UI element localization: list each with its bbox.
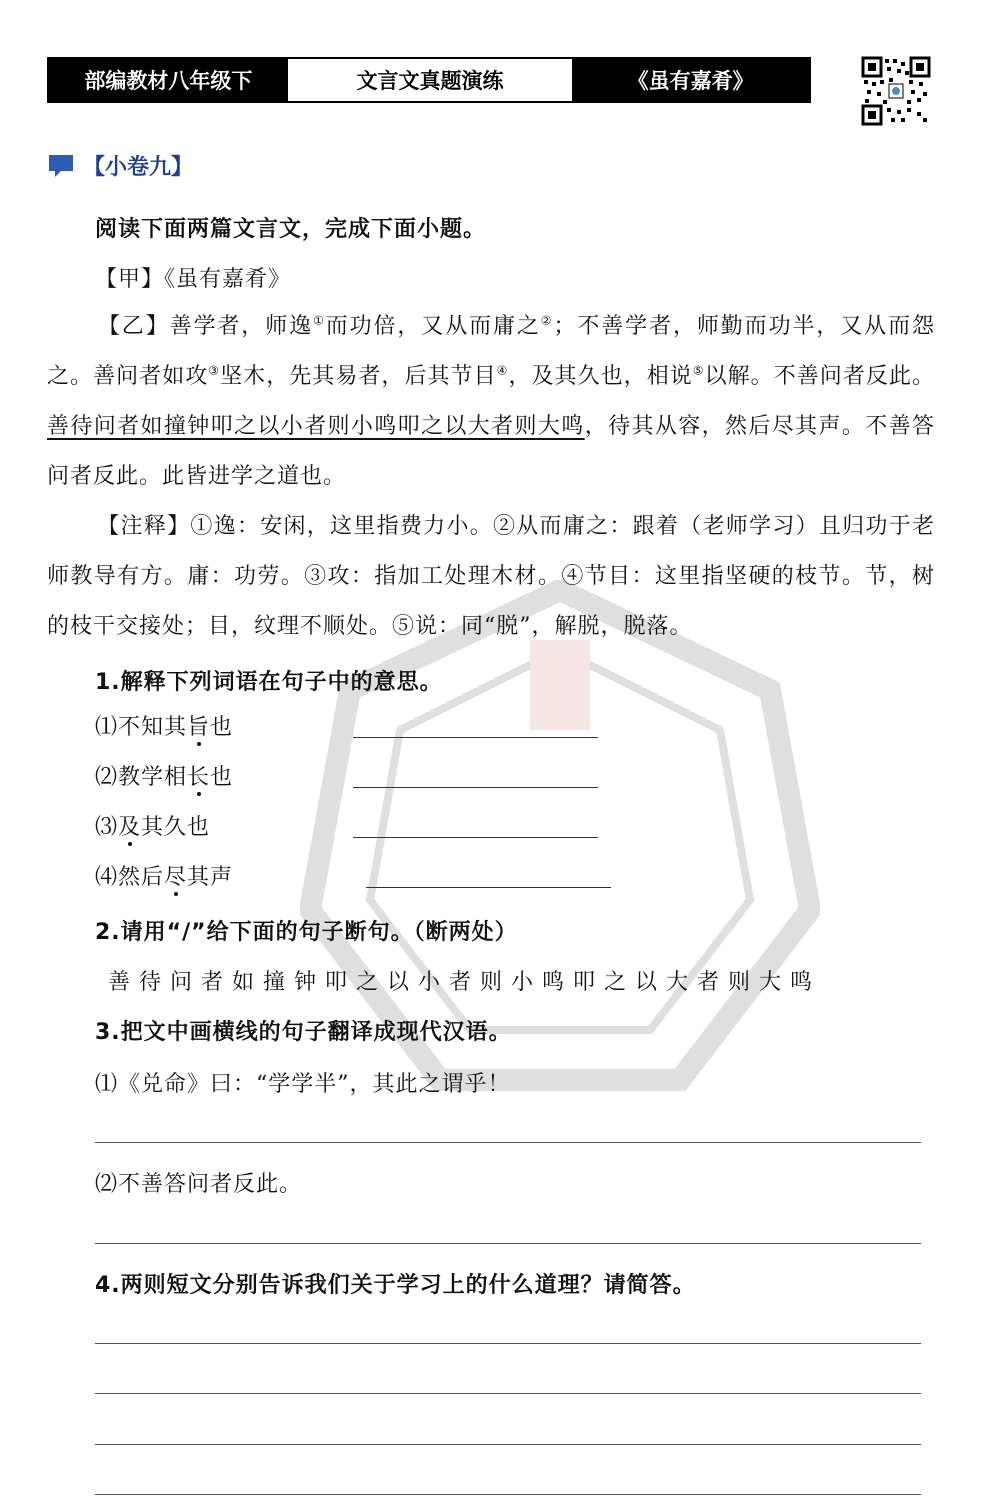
item-number: ⑶ bbox=[95, 815, 119, 840]
key-word: 及 bbox=[118, 815, 142, 840]
answer-blank-1[interactable] bbox=[353, 737, 598, 738]
key-word: 长 bbox=[187, 765, 211, 790]
header-title: 《虽有嘉肴》 bbox=[572, 59, 809, 101]
underlined-sentence: 善待问者如撞钟叩之以小者则小鸣叩之以大者则大鸣 bbox=[47, 414, 585, 439]
bookmark-flag-icon bbox=[47, 153, 77, 179]
passage-b-text: ，待其从容，然后尽其声。不善答问者反此。此皆进学之道也。 bbox=[47, 414, 935, 489]
answer-blank-4[interactable] bbox=[366, 887, 611, 888]
qr-code-icon bbox=[861, 56, 931, 126]
question-3-title: 3.把文中画横线的句子翻译成现代汉语。 bbox=[95, 1020, 512, 1045]
passage-b-text: 而功倍，又从而庸之 bbox=[325, 314, 541, 339]
answer-line[interactable] bbox=[95, 1494, 921, 1495]
q2-sentence[interactable]: 善待问者如撞钟叩之以小者则小鸣叩之以大者则大鸣 bbox=[108, 970, 822, 995]
footnote-ref: ③ bbox=[208, 363, 221, 378]
answer-line[interactable] bbox=[95, 1444, 921, 1445]
question-1-title: 1.解释下列词语在句子中的意思。 bbox=[95, 670, 443, 695]
answer-line[interactable] bbox=[95, 1393, 921, 1394]
q1-item-1 bbox=[95, 710, 233, 741]
header-topic: 文言文真题演练 bbox=[288, 59, 573, 101]
footnote-ref: ⑤ bbox=[692, 363, 705, 378]
passage-b-text: ；不善学者，师勤而功半，又从而怨之。善问者如攻 bbox=[47, 314, 935, 389]
answer-blank-3[interactable] bbox=[353, 837, 598, 838]
q3-item-1: ⑴《兑命》曰：“学学半”，其此之谓乎！ bbox=[95, 1072, 511, 1097]
section-title: 【小卷九】 bbox=[83, 155, 194, 180]
item-number: ⑵ bbox=[95, 765, 119, 790]
item-text: 然后 bbox=[118, 865, 165, 890]
key-word: 尽 bbox=[164, 865, 188, 890]
passage-b bbox=[47, 302, 935, 502]
item-text: 不知其 bbox=[118, 715, 188, 740]
answer-line[interactable] bbox=[95, 1142, 921, 1143]
passage-b-text: 坚木，先其易者，后其节目 bbox=[220, 364, 497, 389]
passage-b-text: ，及其久也，相说 bbox=[508, 364, 693, 389]
answer-line[interactable] bbox=[95, 1243, 921, 1244]
item-number: ⑷ bbox=[95, 865, 119, 890]
header-bar bbox=[47, 57, 811, 103]
item-text: 其声 bbox=[187, 865, 234, 890]
answer-line[interactable] bbox=[95, 1343, 921, 1344]
section-label bbox=[47, 150, 193, 181]
instruction-text: 阅读下面两篇文言文，完成下面小题。 bbox=[95, 217, 487, 242]
header-grade: 部编教材八年级下 bbox=[49, 59, 288, 101]
footnote-ref: ④ bbox=[496, 363, 509, 378]
q3-item-2: ⑵不善答问者反此。 bbox=[95, 1172, 303, 1197]
passage-b-text: 以解。不善问者反此。 bbox=[704, 364, 935, 389]
question-4-title: 4.两则短文分别告诉我们关于学习上的什么道理？请简答。 bbox=[95, 1273, 696, 1298]
notes-text: 【注释】①逸：安闲，这里指费力小。②从而庸之：跟着（老师学习）且归功于老师教导有方。庸：功劳。③攻：指加工处理木材。④节目：这里指坚硬的枝节。节，树的枝干交接处；目，纹理不顺处。⑤说：同“脱”，解脱，脱落。 bbox=[47, 514, 935, 639]
item-text: 也 bbox=[210, 765, 234, 790]
passage-a-title: 【甲】《虽有嘉肴》 bbox=[95, 267, 292, 292]
passage-b-text: 【乙】善学者，师逸 bbox=[97, 314, 314, 339]
q1-item-4 bbox=[95, 860, 233, 891]
question-2-title: 2.请用“/”给下面的句子断句。（断两处） bbox=[95, 920, 518, 945]
footnote-ref: ① bbox=[313, 313, 326, 328]
item-text: 教学相 bbox=[118, 765, 188, 790]
q1-item-2 bbox=[95, 760, 233, 791]
item-text: 其久也 bbox=[141, 815, 211, 840]
footnote-ref: ② bbox=[540, 313, 554, 328]
notes-block bbox=[47, 502, 935, 652]
item-text: 也 bbox=[210, 715, 234, 740]
item-number: ⑴ bbox=[95, 715, 119, 740]
answer-blank-2[interactable] bbox=[353, 787, 598, 788]
key-word: 旨 bbox=[187, 715, 211, 740]
q1-item-3 bbox=[95, 810, 210, 841]
